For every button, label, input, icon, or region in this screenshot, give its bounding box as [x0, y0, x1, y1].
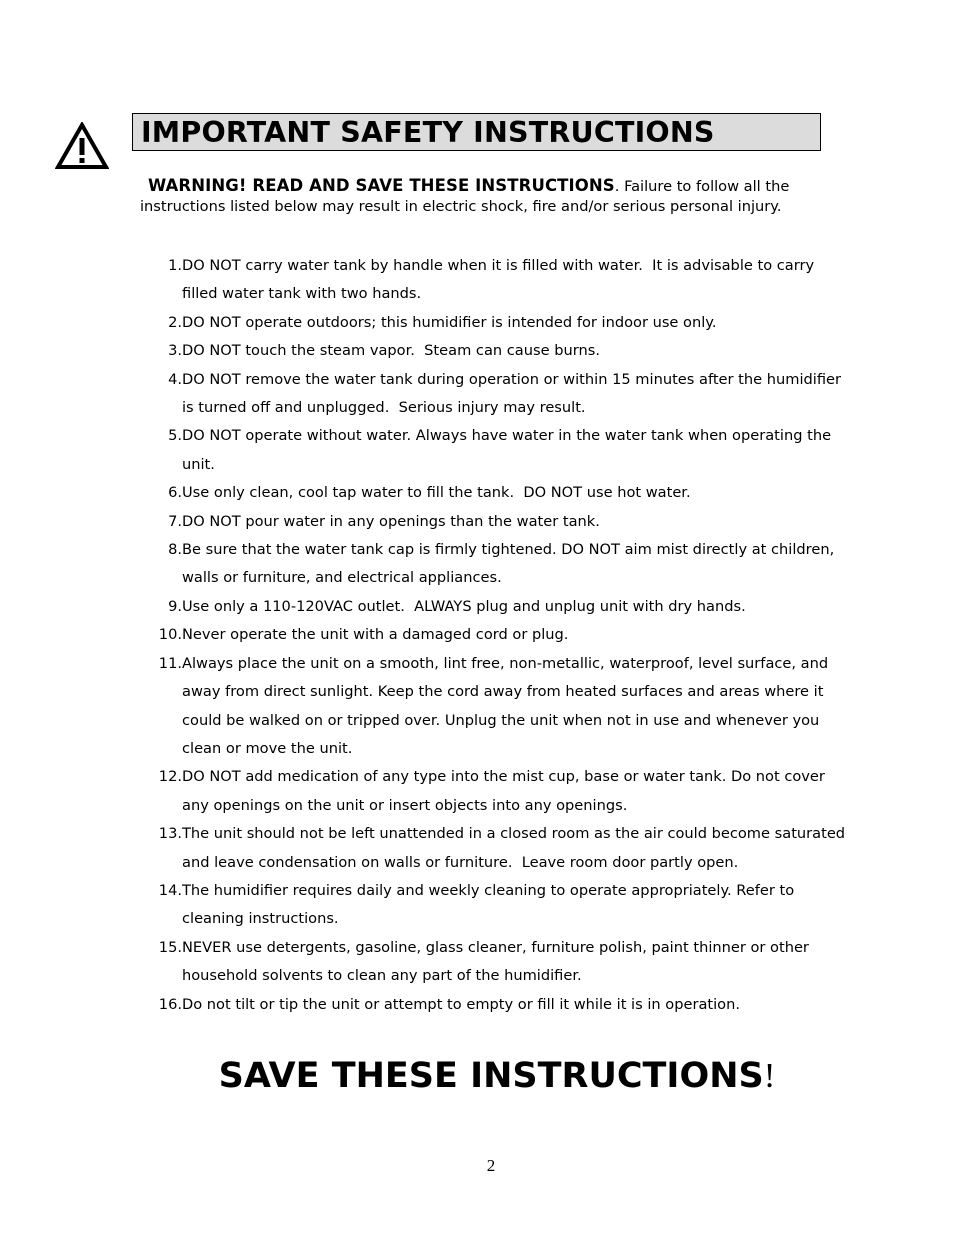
page-title: IMPORTANT SAFETY INSTRUCTIONS	[141, 116, 715, 149]
list-item-text: Use only clean, cool tap water to fill the tank. DO NOT use hot water.	[182, 484, 691, 502]
list-item-text: DO NOT touch the steam vapor. Steam can cause burns.	[182, 342, 600, 360]
title-banner	[132, 113, 821, 151]
list-item	[140, 309, 860, 337]
list-item-number: 14.	[158, 881, 182, 899]
list-item-text: DO NOT operate without water. Always have water in the water tank when operating the unit.	[182, 427, 836, 473]
list-item-number: 11.	[158, 654, 182, 672]
list-item-number: 10.	[158, 626, 182, 644]
list-item-text: Do not tilt or tip the unit or attempt to empty or fill it while it is in operation.	[182, 995, 741, 1013]
list-item-text: DO NOT operate outdoors; this humidifier is intended for indoor use only.	[182, 313, 717, 331]
list-item	[140, 877, 860, 934]
list-item-number: 3.	[168, 342, 182, 360]
list-item-text: Never operate the unit with a damaged cord or plug.	[182, 626, 569, 644]
list-item	[140, 934, 860, 991]
list-item	[140, 479, 860, 507]
list-item	[140, 536, 860, 593]
warning-intro	[140, 176, 845, 217]
list-item	[140, 508, 860, 536]
list-item-number: 12.	[158, 768, 182, 786]
list-item	[140, 366, 860, 423]
save-bang: !	[763, 1056, 776, 1095]
list-item-number: 6.	[168, 484, 182, 502]
list-item	[140, 650, 860, 764]
list-item-text: DO NOT pour water in any openings than the water tank.	[182, 512, 600, 530]
list-item-text: Be sure that the water tank cap is firmly tightened. DO NOT aim mist directly at children, walls or furniture, and electrical appliances.	[182, 541, 839, 587]
list-item-text: DO NOT add medication of any type into the mist cup, base or water tank. Do not cover any openings on the unit or insert objects into any openings.	[182, 768, 830, 814]
list-item-text: NEVER use detergents, gasoline, glass cleaner, furniture polish, paint thinner or other household solvents to clean any part of the humidifier.	[182, 938, 814, 985]
list-item	[140, 422, 860, 479]
list-item	[140, 621, 860, 649]
warning-text: Failure to follow all the instructions listed below may result in electric shock, fire and/or serious personal injury.	[140, 178, 790, 215]
list-item	[140, 252, 860, 309]
list-item-number: 2.	[168, 313, 182, 331]
list-item-number: 13.	[158, 825, 182, 843]
list-item-number: 16.	[158, 995, 182, 1013]
list-item-text: Always place the unit on a smooth, lint free, non-metallic, waterproof, level surface, and away from direct sunlight. Keep the cord away from heated surfaces and areas where it could be walked on or tripped over. Unplug the unit when not in use and whenever you clean or move the unit.	[182, 654, 833, 757]
list-item-number: 7.	[168, 512, 182, 530]
list-item-number: 9.	[168, 597, 182, 615]
warning-triangle-icon	[55, 122, 109, 170]
instructions-list	[140, 252, 860, 1019]
warning-lead: WARNING! READ AND SAVE THESE INSTRUCTIONS	[148, 176, 615, 195]
warning-lead-period: .	[614, 178, 620, 195]
list-item-text: DO NOT remove the water tank during operation or within 15 minutes after the humidifier is turned off and unplugged. Serious injury may result.	[182, 370, 846, 417]
list-item	[140, 763, 860, 820]
save-text: SAVE THESE INSTRUCTIONS	[218, 1056, 764, 1096]
list-item-number: 8.	[168, 541, 182, 559]
list-item-number: 4.	[168, 370, 182, 388]
list-item	[140, 337, 860, 365]
list-item-text: The humidifier requires daily and weekly cleaning to operate appropriately. Refer to cleaning instructions.	[182, 881, 799, 928]
list-item-number: 1.	[168, 257, 182, 274]
page-number: 2	[486, 1156, 496, 1175]
list-item-text: The unit should not be left unattended in a closed room as the air could become saturated and leave condensation on walls or furniture. Leave room door partly open.	[182, 825, 850, 871]
list-item-text: DO NOT carry water tank by handle when it is filled with water. It is advisable to carry filled water tank with two hands.	[182, 257, 819, 303]
list-item	[140, 593, 860, 621]
list-item	[140, 820, 860, 877]
list-item-number: 5.	[168, 427, 182, 445]
save-instructions-heading	[0, 1052, 954, 1100]
list-item-text: Use only a 110-120VAC outlet. ALWAYS plug and unplug unit with dry hands.	[182, 597, 746, 615]
list-item-number: 15.	[158, 938, 182, 956]
list-item	[140, 991, 860, 1019]
